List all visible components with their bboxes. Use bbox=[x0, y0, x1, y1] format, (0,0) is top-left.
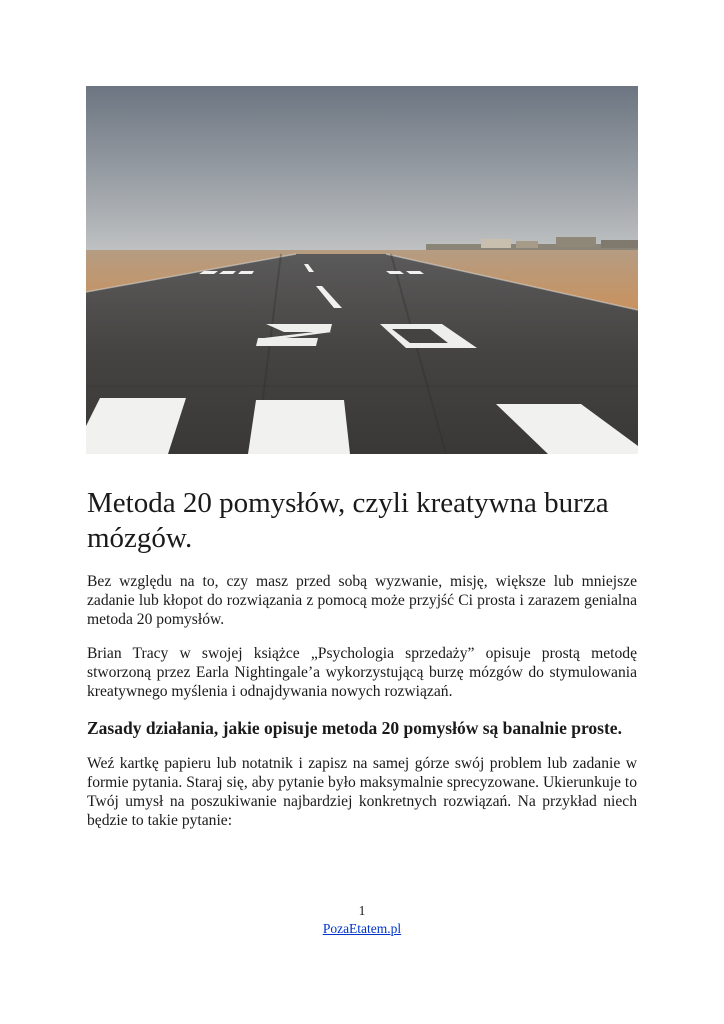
page-title: Metoda 20 pomysłów, czyli kreatywna burza mózgów. bbox=[87, 487, 609, 554]
page-footer bbox=[0, 902, 724, 938]
section-heading: Zasady działania, jakie opisuje metoda 20 pomysłów są banalnie proste. bbox=[87, 718, 622, 738]
runway-photo bbox=[86, 86, 638, 454]
article-content bbox=[87, 486, 637, 845]
paragraph-instructions: Weź kartkę papieru lub notatnik i zapisz na samej górze swój problem lub zadanie w formie pytania. Staraj się, aby pytanie było maksymalnie sprecyzowane. Ukierunkuje to Twój umysł na poszukiwanie najbardziej konkretnych rozwiązań. Na przykład niech będzie to takie pytanie: bbox=[87, 755, 637, 829]
paragraph-intro: Bez względu na to, czy masz przed sobą wyzwanie, misję, większe lub mniejsze zadanie lub kłopot do rozwiązania z pomocą może przyjść Ci prosta i zarazem genialna metoda 20 pomysłów. bbox=[87, 573, 637, 628]
page-number: 1 bbox=[358, 903, 366, 918]
site-link[interactable]: PozaEtatem.pl bbox=[322, 921, 402, 936]
paragraph-brian-tracy: Brian Tracy w swojej książce „Psychologia sprzedaży” opisuje prostą metodę stworzoną przez Earla Nightingale’a wykorzystującą burzę mózgów do stymulowania kreatywnego myślenia i odnajdywania nowych rozwiązań. bbox=[87, 645, 637, 700]
sky bbox=[86, 86, 638, 256]
